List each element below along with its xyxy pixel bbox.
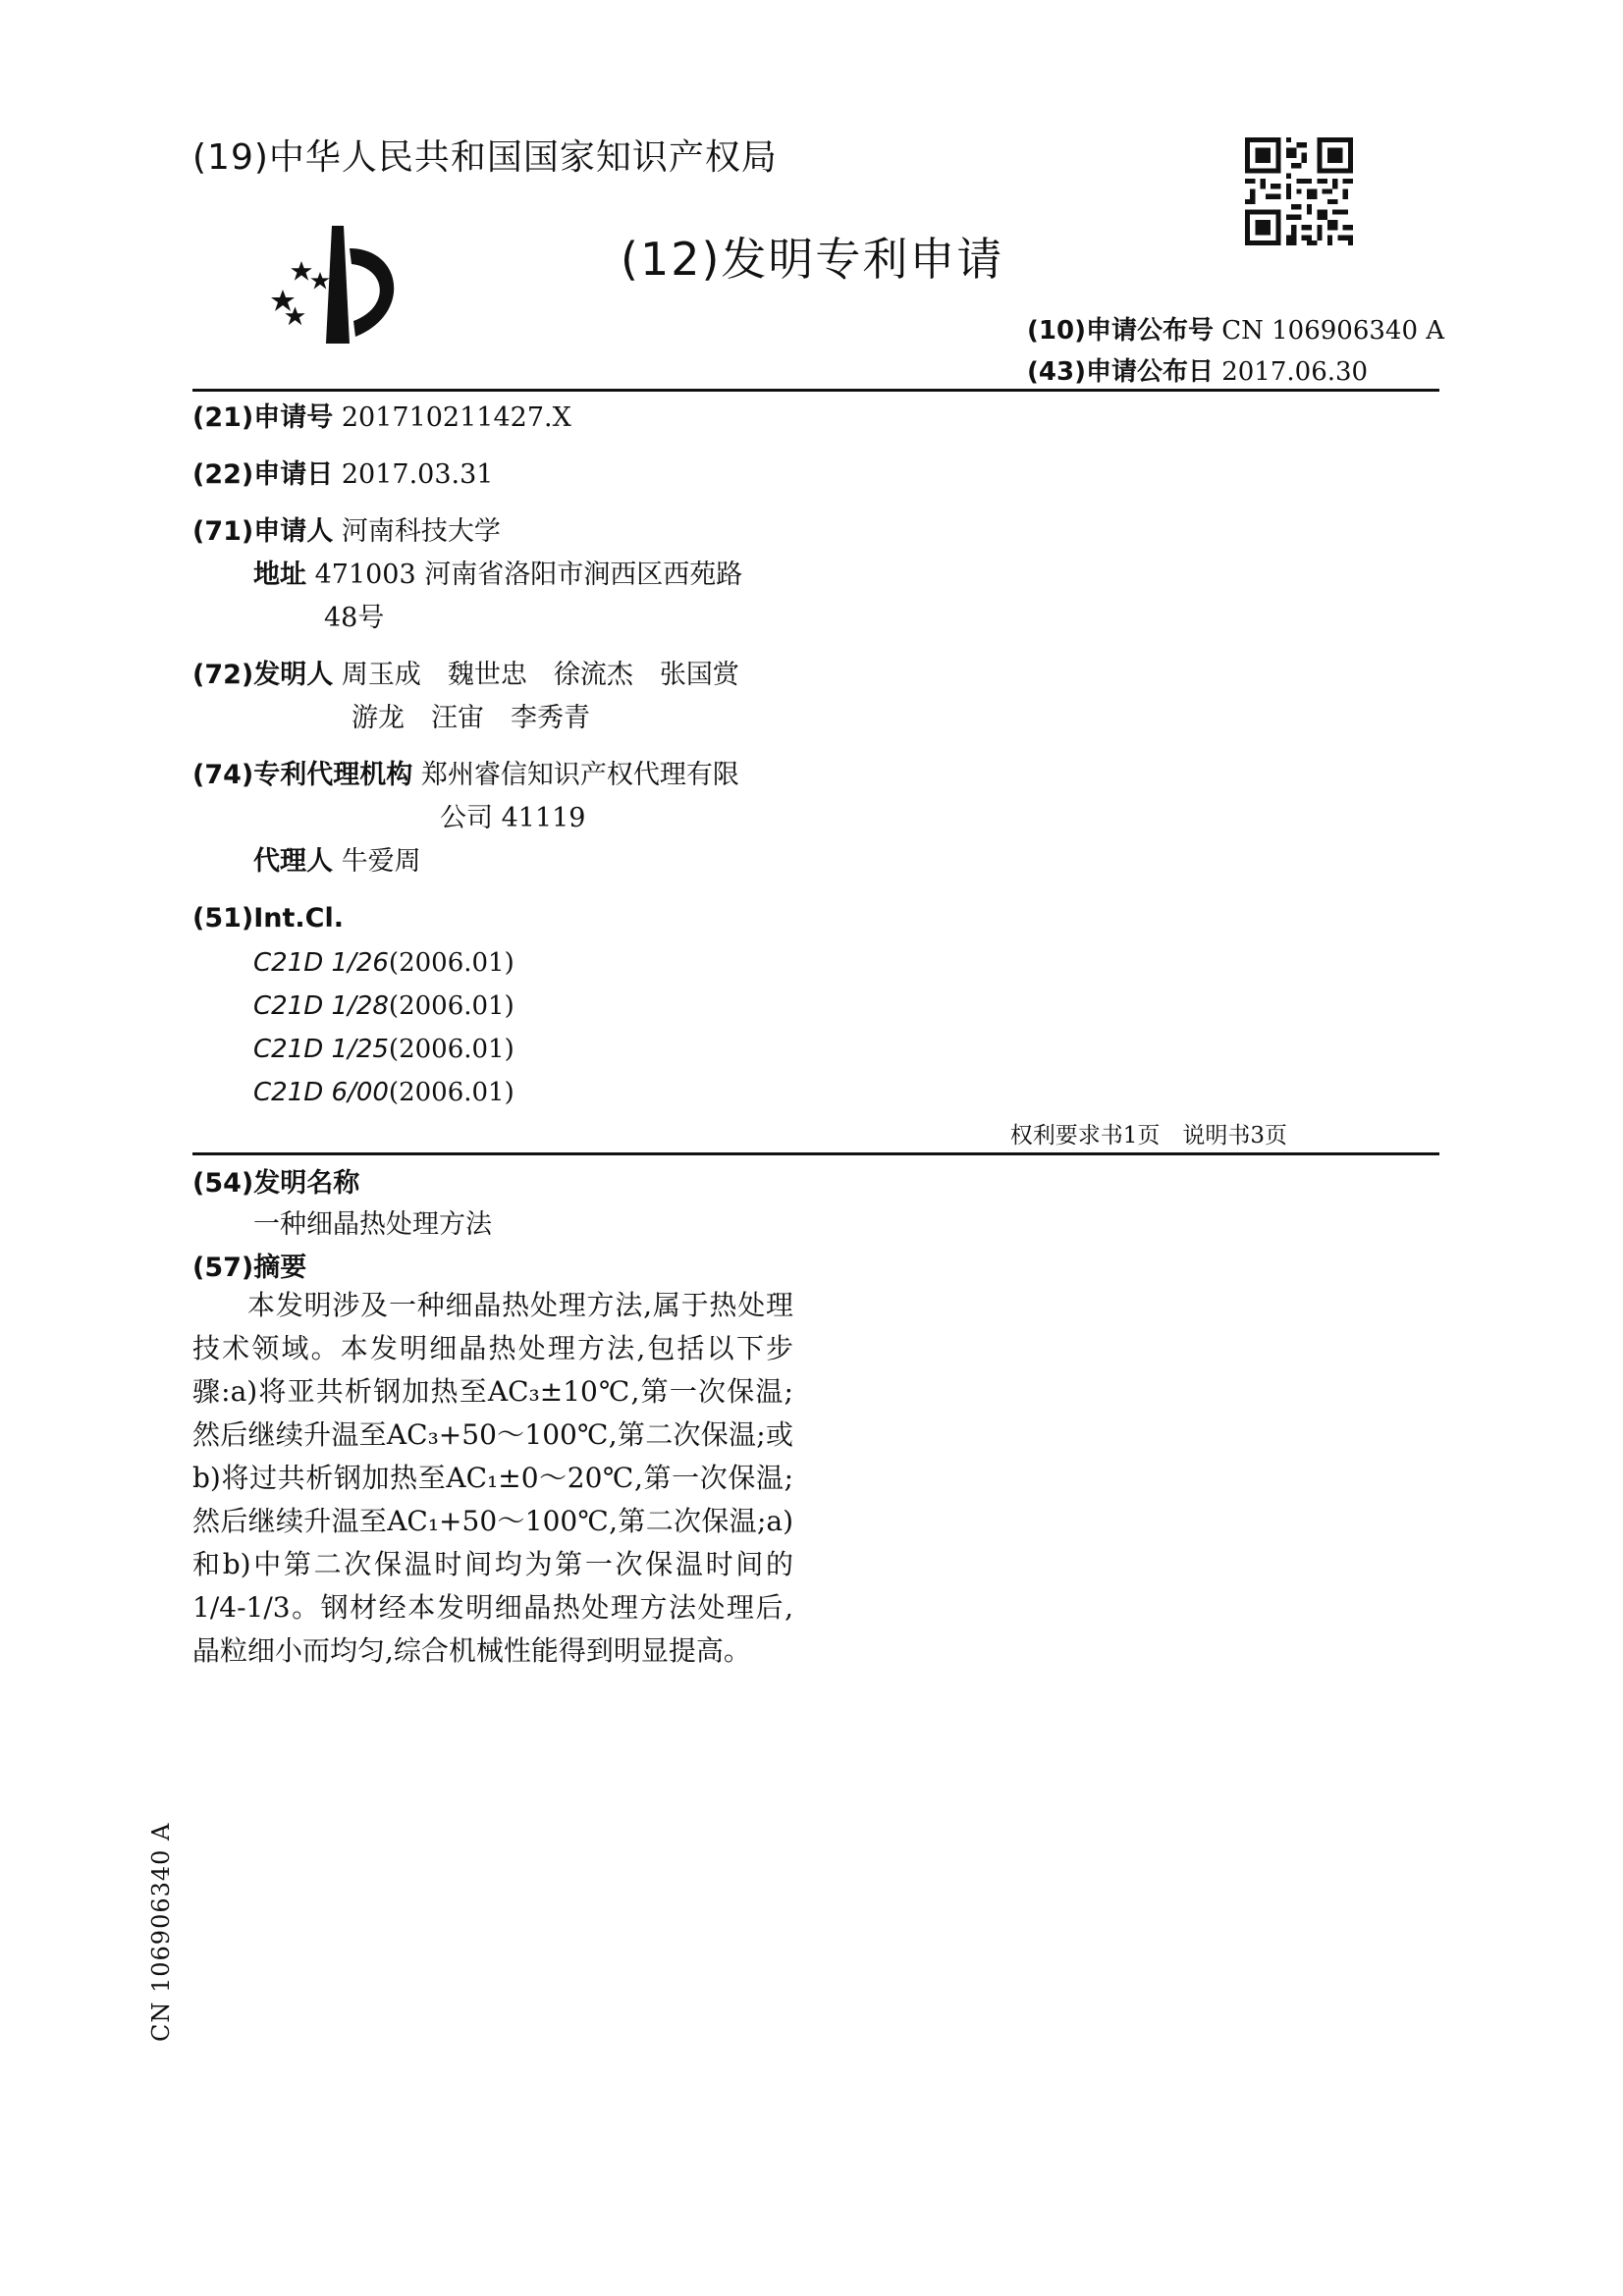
office-name: (19)中华人民共和国国家知识产权局 [192,137,778,178]
ipc-version: (2006.01) [388,991,514,1021]
agent-value: 牛爱周 [341,846,421,877]
abstract-label: (57)摘要 [192,1253,307,1283]
int-cl-label: (51)Int.Cl. [192,903,345,934]
cnipa-logo-icon [265,221,432,348]
publication-date-value: 2017.06.30 [1221,357,1369,387]
publication-number-label: (10)申请公布号 [1027,316,1214,346]
ipc-entry [253,1078,514,1107]
patent-agency-line-2: 公司 41119 [440,803,586,833]
invention-title-heading [192,1162,359,1205]
publication-number-value: CN 106906340 A [1221,316,1445,346]
application-number-label: (21)申请号 [192,402,334,433]
application-date-value: 2017.03.31 [341,459,494,490]
application-number-value: 201710211427.X [341,402,571,433]
ipc-version: (2006.01) [388,1078,514,1107]
address-line-2: 48号 [324,603,385,633]
document-type-title: (12)发明专利申请 [621,233,1004,286]
applicant-value: 河南科技大学 [341,516,501,547]
ipc-entry [253,991,514,1021]
patent-agency-label: (74)专利代理机构 [192,760,413,790]
ipc-code: C21D 1/26 [253,948,389,978]
invention-title: 一种细晶热处理方法 [253,1209,492,1240]
publication-number [1027,310,1444,347]
ipc-code: C21D 1/25 [253,1035,389,1064]
applicant [192,510,501,554]
int-cl [192,897,344,940]
page-count: 权利要求书1页 说明书3页 [1009,1123,1287,1148]
inventors-label: (72)发明人 [192,660,334,690]
application-date-label: (22)申请日 [192,459,334,490]
patent-agency-line-1: 郑州睿信知识产权代理有限 [420,760,739,790]
agent [253,840,421,883]
abstract-text: 本发明涉及一种细晶热处理方法,属于热处理技术领域。本发明细晶热处理方法,包括以下步骤:a)将亚共析钢加热至AC₃±10℃,第一次保温;然后继续升温至AC₃+50～100℃,第二次保温;或b)将过共析钢加热至AC₁±0～20℃,第一次保温;然后继续升温至AC₁+50～100℃,第二次保温;a)和b)中第二次保温时间均为第一次保温时间的1/4-1/3。钢材经本发明细晶热处理方法处理后,晶粒细小而均匀,综合机械性能得到明显提高。 [192,1289,793,1667]
invention-title-label: (54)发明名称 [192,1168,360,1199]
application-date [192,454,493,497]
ipc-code: C21D 1/28 [253,991,389,1021]
side-publication-number: CN 106906340 A [147,1822,175,2042]
address-line-1: 471003 河南省洛阳市涧西区西苑路 [314,560,743,590]
ipc-version: (2006.01) [388,948,514,978]
patent-agency [192,754,739,797]
inventors-line-1: 周玉成 魏世忠 徐流杰 张国赏 [341,660,739,690]
ipc-entry [253,1035,514,1064]
header-divider [192,389,1439,392]
ipc-entry [253,948,514,978]
publication-date-label: (43)申请公布日 [1027,357,1214,387]
publication-date [1027,351,1368,388]
applicant-label: (71)申请人 [192,516,334,547]
inventors [192,654,739,697]
address [253,554,742,597]
biblio-divider [192,1152,1439,1155]
inventors-line-2: 游龙 汪宙 李秀青 [352,703,590,733]
qr-code-icon [1245,137,1353,245]
ipc-version: (2006.01) [388,1035,514,1064]
application-number [192,397,571,440]
ipc-code: C21D 6/00 [253,1078,389,1107]
agent-label: 代理人 [253,846,333,877]
address-label: 地址 [253,560,306,590]
